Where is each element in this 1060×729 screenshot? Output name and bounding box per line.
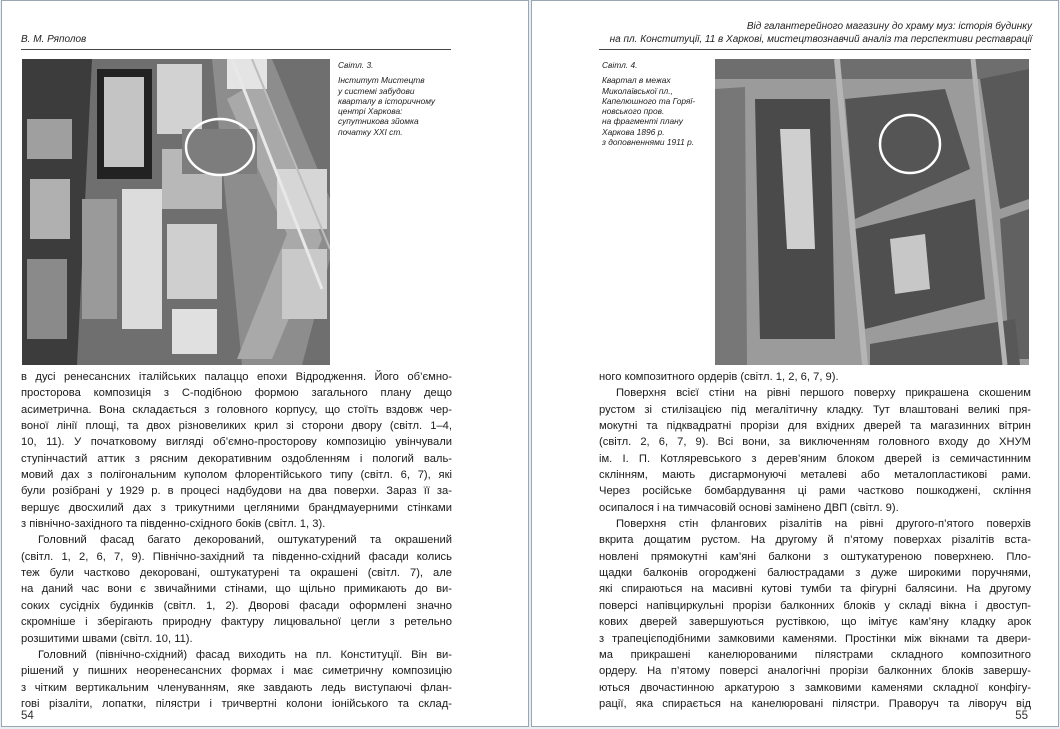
text-line: (світл. 2, 6, 7, 9). Всі вони, за виключенням головного входу до ХНУМ — [599, 436, 1031, 449]
caption-line: з доповненнями 1911 р. — [602, 137, 695, 148]
text-line: вершує двосхилий дах з трикутними цегляними брандмауерними стінками — [21, 501, 452, 514]
text-line: рустом зі стилізацією під мегалітичну кладку. Тут влаштовані великі пря- — [599, 403, 1031, 416]
text-line: мовий дах з полігональним куполом флорентійського типу (світл. 6, 7), які — [21, 469, 452, 482]
text-line: ного композитного ордерів (світл. 1, 2, 6, 7, 9). — [599, 371, 839, 383]
text-line: кових дверей завершуються рустівкою, що імітує кам’яну кладку арок — [599, 616, 1031, 629]
text-line: мокутні та підквадратні прорізи для вхідних дверей та магазинних вітрин — [599, 420, 1031, 433]
text-line: на даний час вони є звичайними стінами, що щільно примикають до ви- — [21, 583, 452, 596]
text-line: просторова композиція з С-подібною формою загального плану дещо — [21, 387, 452, 400]
text-line: з північно-західного та південно-східного боків (світл. 1, 3). — [21, 518, 326, 531]
caption-line: новського пров. — [602, 106, 665, 117]
caption-line: Інститут Мистецтв — [338, 75, 425, 86]
caption-label: Світл. 4. — [602, 60, 638, 70]
right-page — [531, 0, 1059, 727]
text-line: скромніше і зберігають природну фактуру лицювальної цегли з ретельно — [21, 616, 452, 629]
text-line: новлені прямокутні кам’яні балкони з оштукатуреною поверхнею. Пло- — [599, 550, 1031, 563]
text-line: осипалося і на тимчасовій основі замінено ДВП (світл. 9). — [599, 501, 899, 514]
text-line: (світл. 1, 2, 6, 7, 9). Північно-західний та південно-східний фасади колись — [21, 550, 452, 563]
caption-line: початку XXI ст. — [338, 126, 403, 137]
text-line: були розібрані у 1929 р. в процесі надбудови на два поверхи. Зараз її за- — [21, 485, 452, 498]
text-line: теж були частково декоровані, оштукатурені та окрашені (світл. 7), але — [21, 567, 452, 580]
running-header-author: В. М. Ряполов — [21, 34, 87, 45]
page-number: 55 — [1015, 710, 1028, 722]
caption-line: у системі забудови — [338, 85, 415, 96]
caption-line: Квартал в межах — [602, 75, 671, 86]
text-line: Поверхня всієї стіни на рівні першого поверху прикрашена скошеним — [616, 387, 1031, 400]
satellite-photo-graphic — [22, 59, 330, 365]
left-page — [1, 0, 529, 727]
historic-map-photo — [715, 59, 1029, 365]
text-line: в дусі ренесансних італійських палаццо епохи Відродження. Його об’ємно- — [21, 371, 452, 383]
header-rule — [21, 49, 451, 50]
text-line: ються двочастинною аркатурою з замковими каменями складної конфігу- — [599, 681, 1031, 694]
caption-line: Капелюшного та Горяї- — [602, 95, 696, 106]
body-text — [21, 369, 452, 712]
running-header-title-2: на пл. Конституції, 11 в Харкові, мистецтвознавчий аналіз та перспективи реставрації — [609, 34, 1032, 45]
caption-line: кварталу в історичному — [338, 95, 436, 106]
text-line: ступінчастий аттик з рясним декоративним оздобленням і пологий валь- — [21, 452, 452, 465]
text-line: вкрита дощатим рустом. На другому й п’ятому поверхах різалітів вста- — [599, 534, 1031, 547]
text-line: з трапецієподібними замковими каменями. Простінки між вікнами та двери- — [599, 632, 1031, 645]
historic-map-graphic — [715, 59, 1029, 365]
caption-line: центрі Харкова: — [338, 106, 403, 117]
text-line: ордеру. На п’ятому поверсі аналогічні прорізи балконних блоків завершу- — [599, 665, 1031, 678]
text-line: ма прикрашені канелюрованими пілястрами складного композитного — [599, 648, 1031, 661]
text-line: гові різаліти, лопатки, пілястри і тричвертні колони іонійського та склад- — [21, 697, 452, 710]
text-line: з чітким вертикальним членуванням, яке завдають ледь виступаючі флан- — [21, 681, 452, 694]
text-line: рації, яка спирається на канелюровані пілястри. Праворуч та ліворуч від — [599, 697, 1031, 710]
text-line: Поверхня стін флангових різалітів на рівні другого-п’ятого поверхів — [616, 518, 1031, 531]
text-line: воної лінії площі, та двох різновеликих крил зі сторони двору (світл. 1–4, — [21, 420, 452, 433]
text-line: щадки балконів огороджені балюстрадами з дуже широкими поручнями, — [599, 567, 1031, 580]
text-line: розшитими швами (світл. 10, 11). — [21, 632, 193, 645]
text-line: 10, 11). У початковому вигляді об’ємно-просторову композицію увінчували — [21, 436, 452, 449]
text-line: Через російське бомбардування ці рами частково пошкоджені, скління — [599, 485, 1031, 498]
page-number: 54 — [21, 710, 34, 722]
caption-line: Харкова 1896 р. — [602, 126, 665, 137]
text-line: соких сусідніх будинків (світл. 1, 2). Дворові фасади оформлені значно — [21, 599, 452, 612]
text-line: які спираються на масивні кутові тумби та фігурні балясини. На другому — [599, 583, 1031, 596]
figure-caption-3 — [338, 60, 435, 137]
text-line: Головний фасад багато декорований, оштукатурений та окрашений — [38, 534, 452, 547]
text-line: склінням, мають дисгармонуючі металеві або металопластикові рами. — [599, 469, 1031, 482]
text-line: ім. І. П. Котляревського з дерев’яним блоком дверей із семичастинним — [599, 452, 1031, 465]
caption-line: на фрагменті плану — [602, 116, 683, 127]
text-line: асиметрична. Вона складається з головного корпусу, що стоїть вздовж чер- — [21, 403, 452, 416]
caption-line: Миколаївської пл., — [602, 85, 673, 96]
body-text — [599, 369, 1031, 712]
caption-label: Світл. 3. — [338, 60, 374, 70]
text-line: рішений у пишних неоренесансних формах і має симетричну композицію — [21, 665, 452, 678]
text-line: поверсі напівциркульні прорізи балконних блоків у складі вікна і двоступ- — [599, 599, 1031, 612]
header-rule — [599, 49, 1031, 50]
running-header-title-1: Від галантерейного магазину до храму муз: історія будинку — [746, 21, 1032, 32]
text-line: Головний (північно-східний) фасад виходить на пл. Конституції. Він ви- — [38, 648, 452, 661]
satellite-photo — [22, 59, 330, 365]
caption-line: супутникова зйомка — [338, 116, 419, 127]
figure-caption-4 — [602, 60, 695, 147]
